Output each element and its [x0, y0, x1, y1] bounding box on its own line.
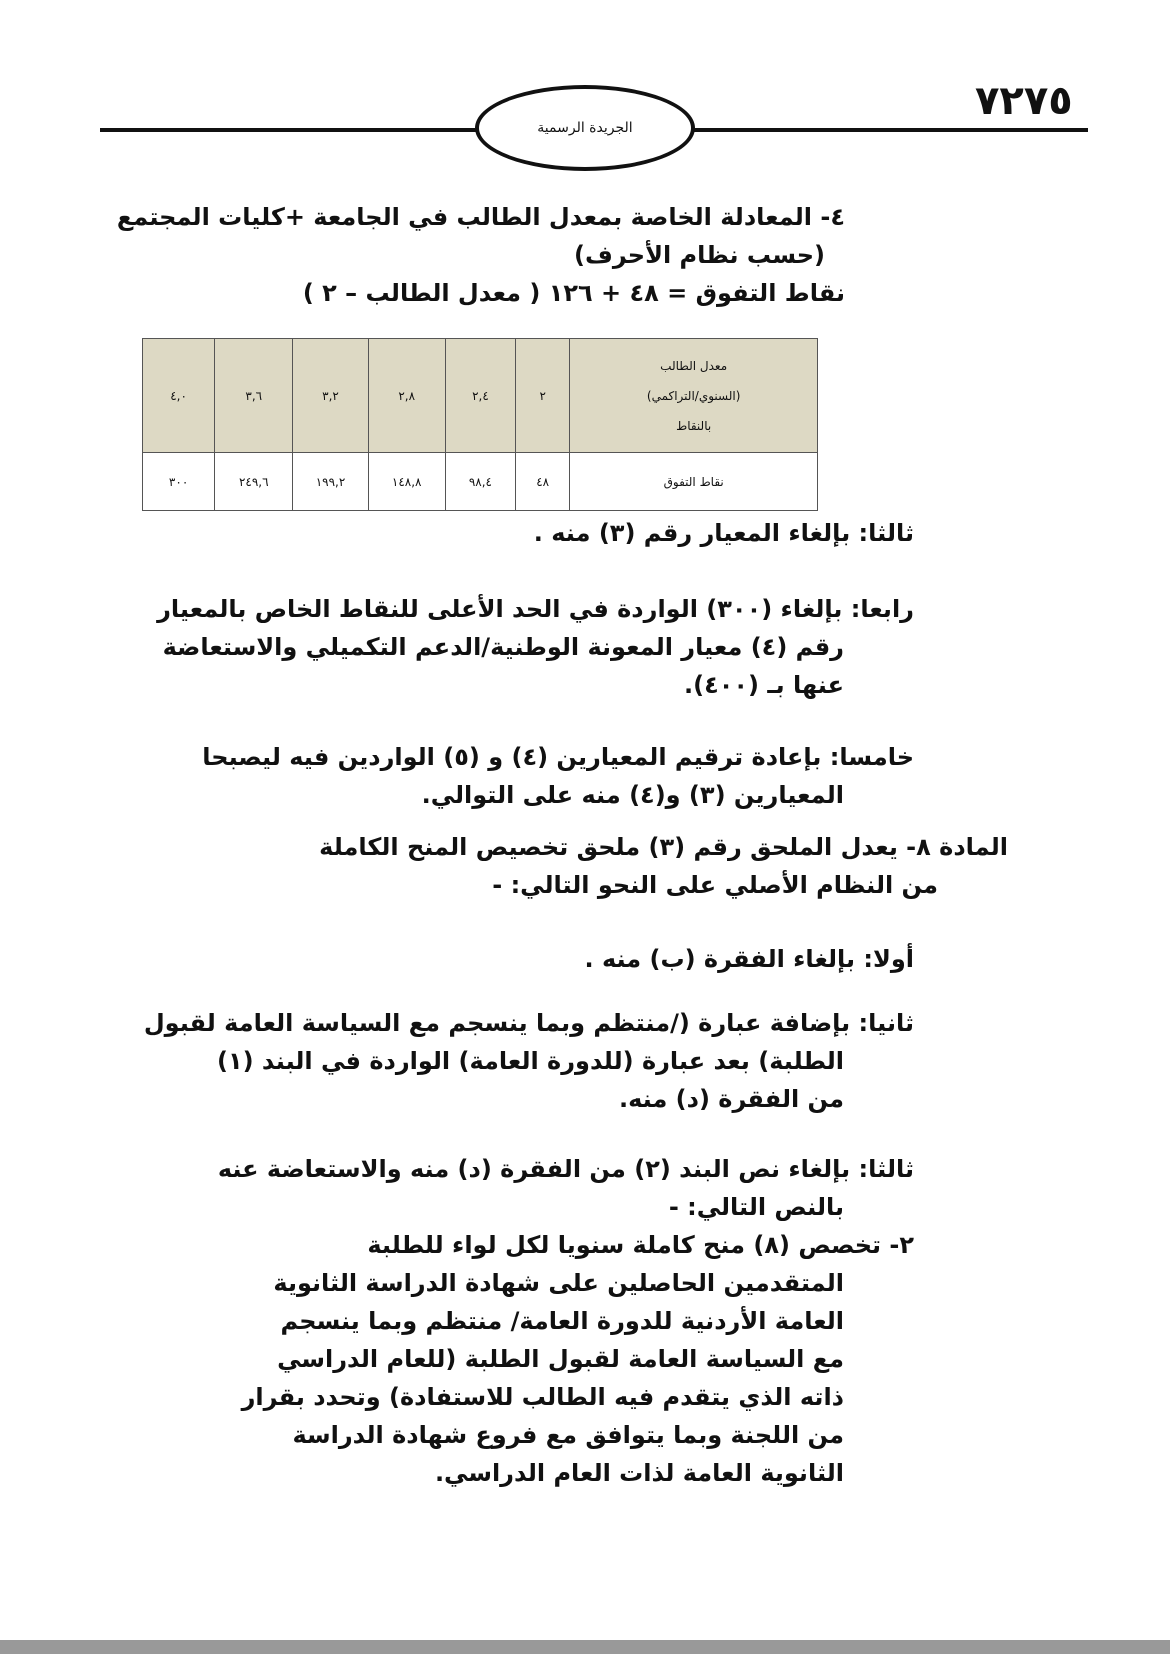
- table-points-cell: ٤٨: [516, 453, 570, 511]
- table-average-cell: ٢,٨: [368, 339, 445, 453]
- item-2-line4: مع السياسة العامة لقبول الطلبة (للعام الدراسي: [277, 1345, 844, 1373]
- paragraph-fifth-line2: المعيارين (٣) و(٤) منه على التوالي.: [421, 781, 844, 809]
- table-header-line1: معدل الطالب: [660, 358, 728, 373]
- section4-line1: ٤- المعادلة الخاصة بمعدل الطالب في الجامعة +كليات المجتمع: [116, 203, 845, 231]
- paragraph-fifth-line1: خامسا: بإعادة ترقيم المعيارين (٤) و (٥) الواردين فيه ليصبحا: [202, 743, 914, 771]
- paragraph-fourth-line1: رابعا: بإلغاء (٣٠٠) الواردة في الحد الأعلى للنقاط الخاص بالمعيار: [157, 595, 914, 623]
- page-number: ٧٢٧٥: [975, 78, 1073, 124]
- paragraph-fourth: [144, 590, 914, 704]
- paragraph-second-line1: ثانيا: بإضافة عبارة (/منتظم وبما ينسجم مع السياسة العامة لقبول: [143, 1009, 914, 1037]
- table-average-cell: ٤,٠: [143, 339, 215, 453]
- table-points-cell: ٣٠٠: [143, 453, 215, 511]
- table-average-cell: ٣,٦: [215, 339, 293, 453]
- item-2-line2: المتقدمين الحاصلين على شهادة الدراسة الثانوية: [273, 1269, 844, 1297]
- table-average-cell: ٣,٢: [293, 339, 368, 453]
- table-points-cell: ٢٤٩,٦: [215, 453, 293, 511]
- bottom-bar: [0, 1640, 1170, 1654]
- table-points-cell: ٩٨,٤: [445, 453, 515, 511]
- table-average-cell: ٢,٤: [445, 339, 515, 453]
- table-points-cell: ١٩٩,٢: [293, 453, 368, 511]
- article-8-line1: المادة ٨- يعدل الملحق رقم (٣) ملحق تخصيص المنح الكاملة: [319, 833, 1008, 861]
- table-header-line3: بالنقاط: [676, 418, 712, 433]
- article-8: [144, 828, 1008, 904]
- table-header-line2: (السنوي/التراكمي): [646, 388, 741, 403]
- section4-line2: (حسب نظام الأحرف): [574, 241, 825, 269]
- paragraph-third-a: ثالثا: بإلغاء المعيار رقم (٣) منه .: [533, 519, 914, 547]
- paragraph-third-b-line1: ثالثا: بإلغاء نص البند (٢) من الفقرة (د) منه والاستعاضة عنه: [217, 1155, 914, 1183]
- table-header-label-cell: [570, 339, 818, 453]
- item-2: [144, 1226, 914, 1492]
- gazette-title-oval: [475, 85, 695, 171]
- table-row-label: نقاط التفوق: [570, 453, 818, 511]
- paragraph-second: [144, 1004, 914, 1118]
- paragraph-third-b: [144, 1150, 914, 1226]
- table-row: [143, 453, 818, 511]
- item-2-line6: من اللجنة وبما يتوافق مع فروع شهادة الدراسة: [292, 1421, 844, 1449]
- item-2-line3: العامة الأردنية للدورة العامة/ منتظم وبما ينسجم: [280, 1307, 844, 1335]
- item-2-line7: الثانوية العامة لذات العام الدراسي.: [434, 1459, 844, 1487]
- paragraph-fifth: [144, 738, 914, 814]
- table-row: [143, 339, 818, 453]
- paragraph-second-line2: الطلبة) بعد عبارة (للدورة العامة) الواردة في البند (١): [216, 1047, 844, 1075]
- paragraph-third-b-line2: بالنص التالي: -: [668, 1193, 844, 1221]
- item-2-line1: ٢- تخصص (٨) منح كاملة سنويا لكل لواء للطلبة: [367, 1231, 914, 1259]
- gazette-title: الجريدة الرسمية: [537, 120, 633, 136]
- article-8-line2: من النظام الأصلي على النحو التالي: -: [492, 871, 938, 899]
- paragraph-fourth-line3: عنها بـ (٤٠٠).: [684, 671, 844, 699]
- item-2-line5: ذاته الذي يتقدم فيه الطالب للاستفادة) وتحدد بقرار: [241, 1383, 844, 1411]
- score-table: [142, 338, 818, 511]
- section4-heading: [116, 198, 845, 312]
- table-points-cell: ١٤٨,٨: [368, 453, 445, 511]
- section4-formula: نقاط التفوق = ٤٨ + ١٢٦ ( معدل الطالب – ٢ ): [302, 279, 845, 307]
- paragraph-fourth-line2: رقم (٤) معيار المعونة الوطنية/الدعم التكميلي والاستعاضة: [162, 633, 844, 661]
- table-average-cell: ٢: [516, 339, 570, 453]
- paragraph-second-line3: من الفقرة (د) منه.: [619, 1085, 844, 1113]
- paragraph-first: أولا: بإلغاء الفقرة (ب) منه .: [584, 945, 914, 973]
